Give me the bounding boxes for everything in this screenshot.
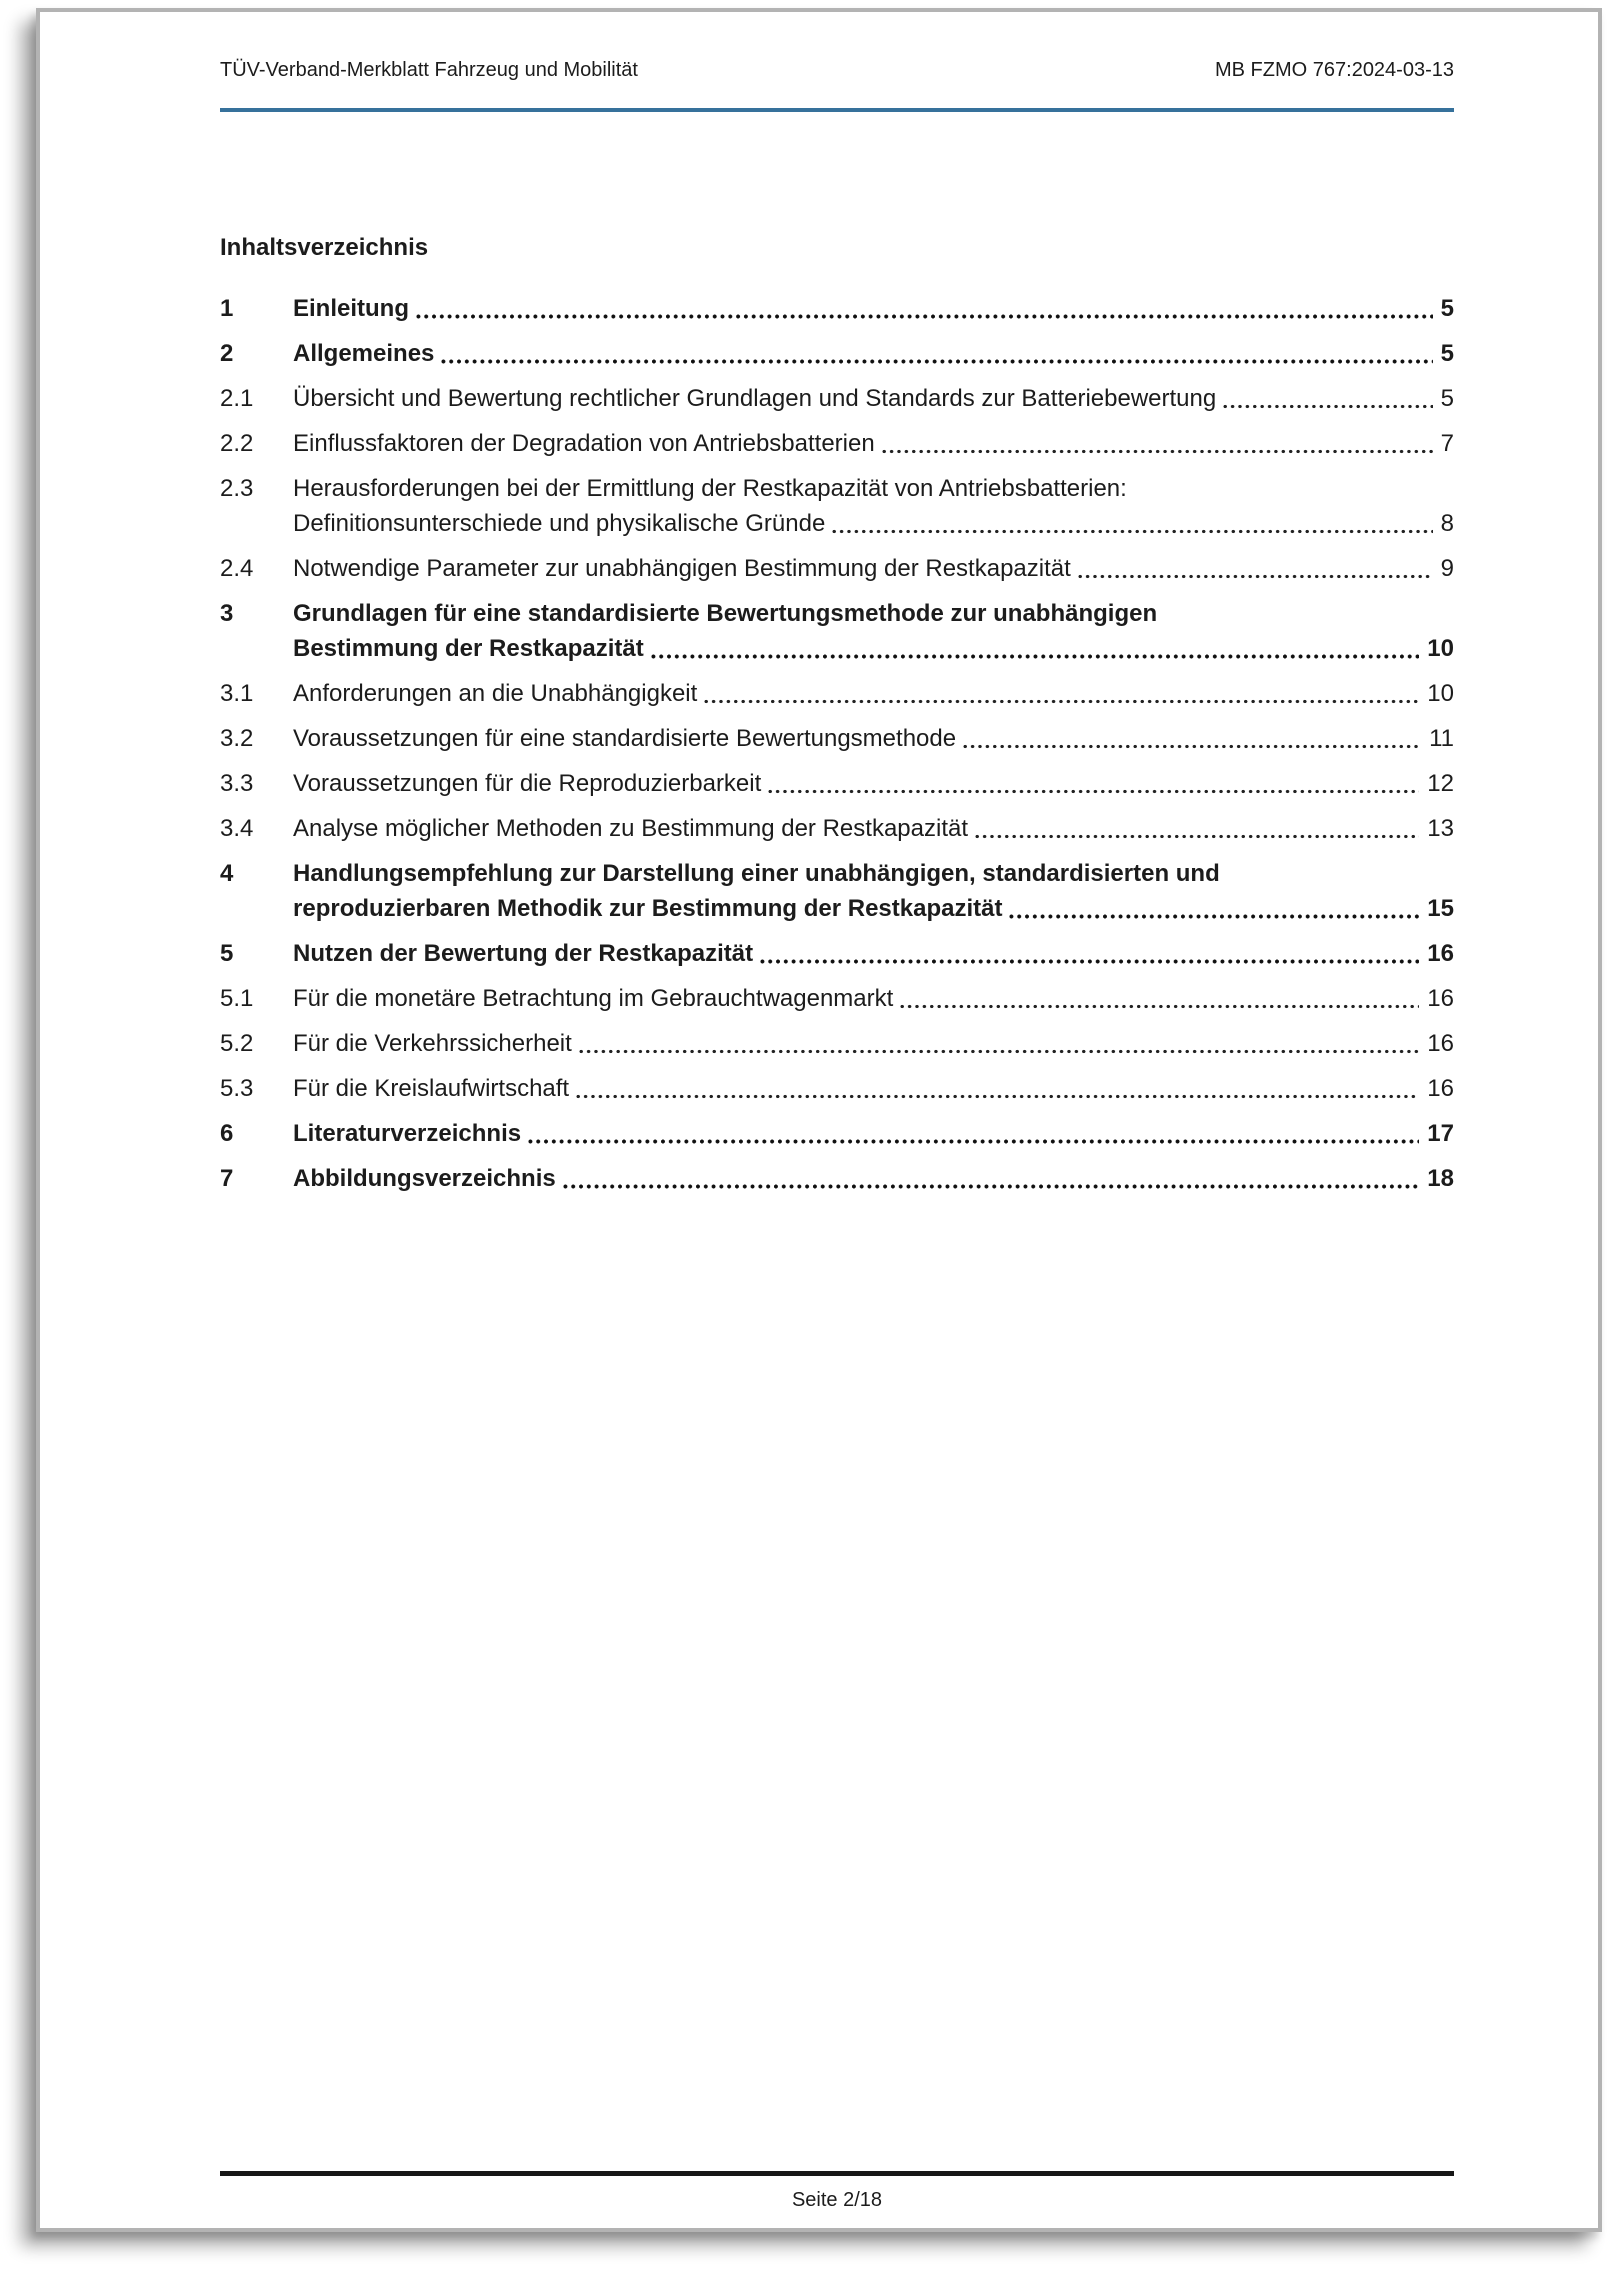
toc-entry-lastline [293,936,1454,971]
toc-entry-lastline [293,426,1454,461]
toc-entry-lastline [293,811,1454,846]
toc-entry-page: 15 [1427,895,1454,922]
toc-entry-body [293,1071,1454,1106]
toc-dot-leader [526,1116,1421,1151]
toc-entry-body [293,721,1454,756]
toc-entry-title: Voraussetzungen für die Reproduzierbarkeit [293,770,762,797]
toc-entry-number: 5.3 [220,1075,254,1102]
toc-entry-page: 16 [1427,1030,1454,1057]
toc-entry-lastline [293,381,1454,416]
toc-entry-body [293,1161,1454,1196]
toc-entry-title: Einleitung [293,295,409,322]
toc-entry-lastline [293,1116,1454,1151]
toc-entry-lastline [293,336,1454,371]
toc-dot-leader [766,766,1421,801]
toc-dot-leader [961,721,1423,756]
toc-dot-leader [561,1161,1422,1196]
toc-entry [220,1161,1454,1196]
toc-dot-leader [758,936,1421,971]
toc-entry-lastline [293,981,1454,1016]
toc-entry-title: Voraussetzungen für eine standardisierte Bewertungsmethode [293,725,957,752]
toc-entry-body [293,551,1454,586]
toc-entry-page: 10 [1427,680,1454,707]
toc-dot-leader [414,291,1435,326]
toc-dot-leader [880,426,1435,461]
toc-entry-page: 18 [1427,1165,1454,1192]
header-document-number: MB FZMO 767:2024-03-13 [1215,59,1454,81]
toc-entry-number: 4 [220,860,234,887]
toc-entry-title: Definitionsunterschiede und physikalische Gründe [293,510,826,537]
toc-dot-leader [898,981,1421,1016]
toc-entry-title: Übersicht und Bewertung rechtlicher Grundlagen und Standards zur Batteriebewertung [293,385,1217,412]
toc-entry [220,936,1454,971]
toc-entry-title: Für die Kreislaufwirtschaft [293,1075,570,1102]
toc-entry [220,291,1454,326]
toc-entry-number: 3.4 [220,815,254,842]
toc-entry [220,551,1454,586]
toc-entry-lastline [293,1071,1454,1106]
toc-entry-number: 5.2 [220,1030,254,1057]
toc-entry-page: 13 [1427,815,1454,842]
header-document-title: TÜV-Verband-Merkblatt Fahrzeug und Mobilität [220,59,638,81]
toc-entry-line: Grundlagen für eine standardisierte Bewertungsmethode zur unabhängigen [293,600,1158,627]
document-page [36,8,1602,2232]
toc-entry-title: Anforderungen an die Unabhängigkeit [293,680,698,707]
toc-dot-leader [830,506,1434,541]
toc-entry-page: 5 [1440,340,1454,367]
toc-entry-page: 17 [1427,1120,1454,1147]
toc-heading: Inhaltsverzeichnis [220,234,429,261]
toc-entry-lastline [293,1161,1454,1196]
footer-page-number: Seite 2/18 [791,2189,883,2211]
toc-entry-page: 5 [1440,385,1454,412]
toc-dot-leader [574,1071,1421,1106]
toc-entry-title: reproduzierbaren Methodik zur Bestimmung der Restkapazität [293,895,1003,922]
toc-entry-body [293,426,1454,461]
toc-dot-leader [577,1026,1422,1061]
toc-entry [220,766,1454,801]
toc-entry-title: Literaturverzeichnis [293,1120,522,1147]
toc-entry-page: 12 [1427,770,1454,797]
toc-entry-number: 3.3 [220,770,254,797]
toc-entry-body [293,856,1454,926]
toc-entry-body [293,981,1454,1016]
toc-entry-title: Analyse möglicher Methoden zu Bestimmung der Restkapazität [293,815,968,842]
toc-entry-number: 2.3 [220,475,254,502]
toc-entry [220,381,1454,416]
toc-entry [220,1116,1454,1151]
toc-entry-title: Abbildungsverzeichnis [293,1165,556,1192]
toc-entry-number: 2.4 [220,555,254,582]
page-footer [220,2171,1454,2212]
toc-entry-lastline [293,631,1454,666]
toc-dot-leader [1007,891,1421,926]
toc-entry-page: 11 [1429,725,1454,752]
toc-entry-page: 10 [1427,635,1454,662]
toc-entry-title: Für die Verkehrssicherheit [293,1030,572,1057]
toc-entry-lastline [293,291,1454,326]
toc-dot-leader [973,811,1421,846]
toc-dot-leader [702,676,1421,711]
toc-entry-page: 16 [1427,985,1454,1012]
toc-entry-page: 5 [1440,295,1454,322]
toc-entry-body [293,1026,1454,1061]
toc-entry-number: 1 [220,295,234,322]
toc-dot-leader [1221,381,1434,416]
toc-entry-title: Für die monetäre Betrachtung im Gebrauchtwagenmarkt [293,985,894,1012]
page-content [40,58,1598,2274]
toc-dot-leader [649,631,1422,666]
toc-entry-lastline [293,1026,1454,1061]
toc-entry-lastline [293,891,1454,926]
toc-entry [220,856,1454,926]
toc-entry-line: Herausforderungen bei der Ermittlung der Restkapazität von Antriebsbatterien: [293,475,1127,502]
page-header [220,58,1454,112]
toc-entry-body [293,596,1454,666]
toc-entry-body [293,336,1454,371]
toc-dot-leader [439,336,1434,371]
toc-entry-page: 16 [1427,940,1454,967]
toc-entry [220,1071,1454,1106]
toc-entry-title: Allgemeines [293,340,435,367]
toc-entry-page: 9 [1440,555,1454,582]
toc-entry-body [293,936,1454,971]
toc-entry [220,596,1454,666]
toc-entry-body [293,381,1454,416]
toc-entry-title: Einflussfaktoren der Degradation von Antriebsbatterien [293,430,875,457]
toc-entry-body [293,471,1454,541]
toc-entry-number: 6 [220,1120,234,1147]
toc-entry [220,721,1454,756]
toc-entry [220,981,1454,1016]
toc-entry-body [293,291,1454,326]
toc-list [220,291,1454,1196]
toc-entry [220,676,1454,711]
toc-entry [220,471,1454,541]
toc-entry-line: Handlungsempfehlung zur Darstellung einer unabhängigen, standardisierten und [293,860,1220,887]
toc-entry-lastline [293,506,1454,541]
toc-entry-page: 8 [1440,510,1454,537]
toc-entry-body [293,676,1454,711]
toc-entry-page: 7 [1440,430,1454,457]
toc-entry-number: 3 [220,600,234,627]
toc-entry [220,1026,1454,1061]
toc-entry-body [293,1116,1454,1151]
toc-entry-lastline [293,766,1454,801]
toc-entry-number: 2 [220,340,234,367]
toc-dot-leader [1076,551,1435,586]
toc-entry [220,426,1454,461]
toc-entry-number: 7 [220,1165,234,1192]
toc-entry-number: 5 [220,940,234,967]
toc-entry-number: 2.1 [220,385,254,412]
toc-entry-title: Nutzen der Bewertung der Restkapazität [293,940,754,967]
toc-entry-lastline [293,721,1454,756]
toc-entry-number: 3.2 [220,725,254,752]
toc-entry-number: 5.1 [220,985,254,1012]
toc-entry [220,811,1454,846]
toc-entry-number: 2.2 [220,430,254,457]
toc-entry-page: 16 [1427,1075,1454,1102]
toc-entry-title: Bestimmung der Restkapazität [293,635,644,662]
toc-entry-lastline [293,551,1454,586]
toc-entry-body [293,766,1454,801]
toc-entry-body [293,811,1454,846]
toc-entry-title: Notwendige Parameter zur unabhängigen Bestimmung der Restkapazität [293,555,1071,582]
toc-entry-number: 3.1 [220,680,254,707]
toc-entry-lastline [293,676,1454,711]
toc-entry [220,336,1454,371]
